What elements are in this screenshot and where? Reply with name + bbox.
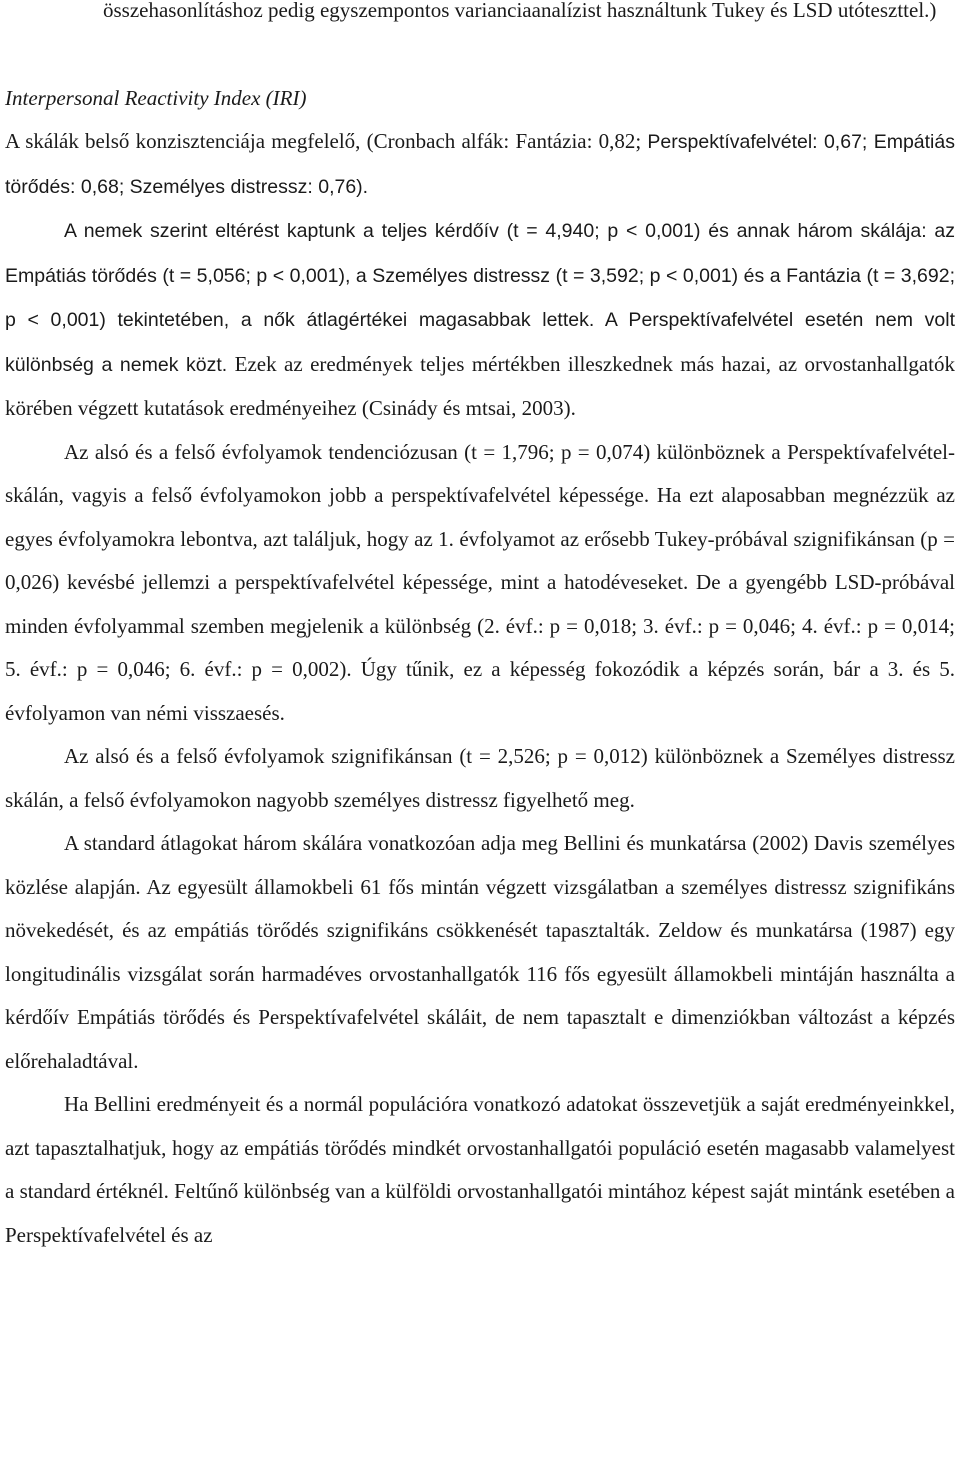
gender-sans-text: A nemek szerint eltérést kaptunk a teljes kérdőív (t = 4,940; p < 0,001) és annak három skálája: az Empátiás törődés (t = 5,056; p < 0,001), a Személyes distressz (t = 3,592; p < 0,001) és a Fantázia (t = 3,692; p < 0,001) tekintetében, a nők átlagértékei magasabbak lettek. A Perspektívafelvétel esetén nem volt különbség a nemek közt. [5, 220, 955, 376]
reliability-serif-text: A skálák belső konzisztenciája megfelelő, (Cronbach alfák: Fantázia: 0,82; [5, 129, 648, 153]
reliability-sans-text: Perspektívafelvétel: 0,67; Empátiás törődés: 0,68; Személyes distressz: 0,76). [5, 131, 955, 198]
paragraph-standard-means: A standard átlagokat három skálára vonatkozóan adja meg Bellini és munkatársa (2002) Davis személyes közlése alapján. Az egyesült államokbeli 61 fős mintán végzett vizsgálatban a személyes distressz szignifikáns növekedését, és az empátiás törődés szignifikáns csökkenését tapasztalták. Zeldow és munkatársa (1987) egy longitudinális vizsgálat során harmadéves orvostanhallgatók 116 fős egyesült államokbeli mintáján használta a kérdőív Empátiás törődés és Perspektívafelvétel skáláit, de nem tapasztalt e dimenziókban változást a képzés előrehaladtával. [5, 831, 955, 1073]
gender-serif-text: Ezek az eredmények teljes mértékben illeszkednek más hazai, az orvostanhallgatók körében végzett kutatások eredményeihez (Csinády és mtsai, 2003). [5, 351, 955, 420]
paragraph-reliability [5, 120, 955, 209]
document-page [5, 0, 955, 1257]
continuation-paragraph: összehasonlításhoz pedig egyszempontos varianciaanalízist használtunk Tukey és LSD utóteszttel.) [103, 0, 937, 22]
paragraph-perspective-taking: Az alsó és a felső évfolyamok tendenciózusan (t = 1,796; p = 0,074) különböznek a Perspektívafelvétel-skálán, vagyis a felső évfolyamokon jobb a perspektívafelvétel képessége. Ha ezt alaposabban megnézzük az egyes évfolyamokra lebontva, azt találjuk, hogy az 1. évfolyamot az erősebb Tukey-próbával szignifikánsan (p = 0,026) kevésbé jellemzi a perspektívafelvétel képessége, mint a hatodéveseket. De a gyengébb LSD-próbával minden évfolyammal szemben megjelenik a különbség (2. évf.: p = 0,018; 3. évf.: p = 0,046; 4. évf.: p = 0,014; 5. évf.: p = 0,046; 6. évf.: p = 0,002). Úgy tűnik, ez a képesség fokozódik a képzés során, bár a 3. és 5. évfolyamon van némi visszaesés. [5, 439, 955, 725]
section-heading: Interpersonal Reactivity Index (IRI) [5, 85, 307, 110]
paragraph-personal-distress: Az alsó és a felső évfolyamok szignifikánsan (t = 2,526; p = 0,012) különböznek a Személyes distressz skálán, a felső évfolyamokon nagyobb személyes distressz figyelhető meg. [5, 744, 955, 812]
paragraph-gender-differences [5, 209, 955, 431]
paragraph-bellini-comparison: Ha Bellini eredményeit és a normál populációra vonatkozó adatokat összevetjük a saját eredményeinkkel, azt tapasztalhatjuk, hogy az empátiás törődés mindkét orvostanhallgatói populáció esetén magasabb valamelyest a standard értéknél. Feltűnő különbség van a külföldi orvostanhallgatói mintához képest saját mintánk esetében a Perspektívafelvétel és az [5, 1092, 955, 1247]
